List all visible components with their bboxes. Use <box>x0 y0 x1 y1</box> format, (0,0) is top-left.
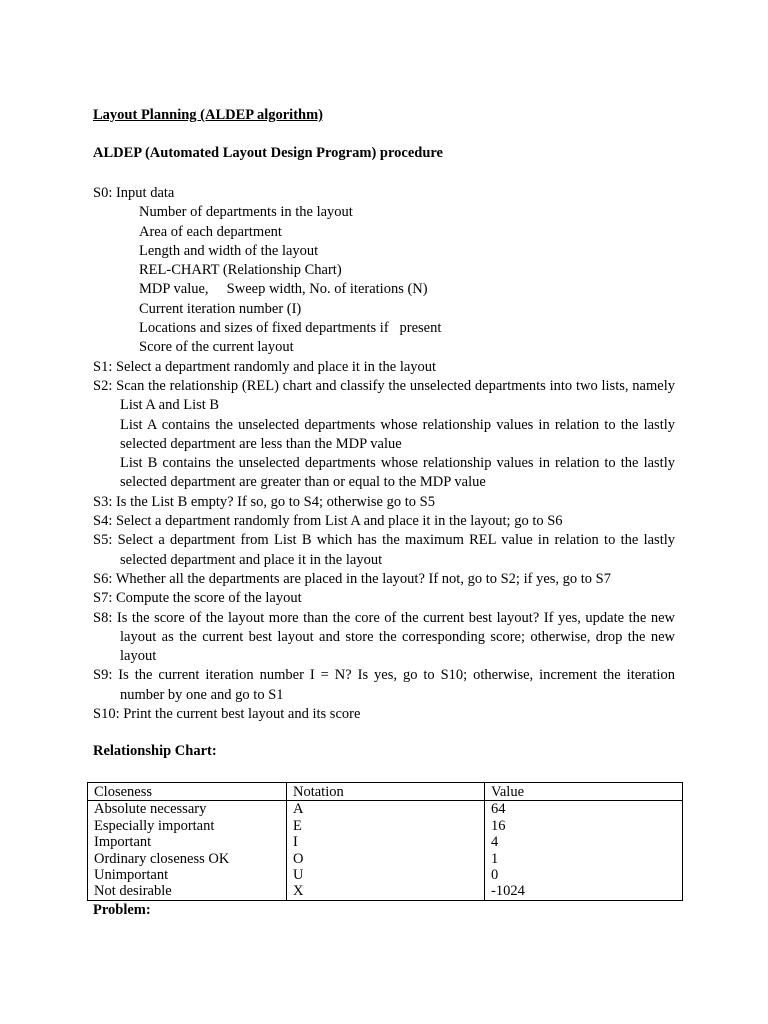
table-row <box>88 834 683 850</box>
notation-cell: U <box>287 867 485 883</box>
page-title: Layout Planning (ALDEP algorithm) <box>93 107 324 123</box>
closeness-cell: Unimportant <box>88 867 287 883</box>
table-row <box>88 818 683 834</box>
input-item: Number of departments in the layout <box>139 204 353 221</box>
step-s2-list-b: List B contains the unselected departments whose relationship values in relation to the lastly selected department are greater than or equal to the MDP value <box>120 455 675 491</box>
input-item: Area of each department <box>139 223 282 240</box>
value-cell: 1 <box>485 851 683 867</box>
table-row <box>88 851 683 867</box>
value-cell: 64 <box>485 801 683 818</box>
notation-cell: E <box>287 818 485 834</box>
input-item: Score of the current layout <box>139 339 294 356</box>
step-s5: S5: Select a department from List B which has the maximum REL value in relation to the lastly selected department and place it in the layout <box>93 532 675 568</box>
column-header: Closeness <box>88 783 287 801</box>
step-s0: S0: Input data <box>93 185 175 201</box>
column-header: Notation <box>287 783 485 801</box>
closeness-cell: Absolute necessary <box>88 801 287 818</box>
input-item: MDP value, Sweep width, No. of iterations (N) <box>139 281 428 298</box>
step-s10: S10: Print the current best layout and its score <box>93 706 361 723</box>
input-item: Current iteration number (I) <box>139 300 302 317</box>
relationship-chart-heading: Relationship Chart: <box>93 743 217 759</box>
relationship-chart-table <box>87 782 683 901</box>
value-cell: 16 <box>485 818 683 834</box>
closeness-cell: Not desirable <box>88 883 287 900</box>
step-s2: S2: Scan the relationship (REL) chart and classify the unselected departments into two lists, namely List A and List B <box>93 377 675 414</box>
step-s2-list-a: List A contains the unselected departments whose relationship values in relation to the lastly selected department are less than the MDP value <box>120 416 675 452</box>
step-s9: S9: Is the current iteration number I = N? Is yes, go to S10; otherwise, increment the iteration number by one and go to S1 <box>93 667 675 703</box>
closeness-cell: Ordinary closeness OK <box>88 851 287 867</box>
step-s3: S3: Is the List B empty? If so, go to S4; otherwise go to S5 <box>93 493 435 510</box>
closeness-cell: Especially important <box>88 818 287 834</box>
table-row <box>88 883 683 900</box>
column-header: Value <box>485 783 683 801</box>
notation-cell: O <box>287 851 485 867</box>
table-header-row <box>88 783 683 801</box>
notation-cell: X <box>287 883 485 900</box>
input-item: Locations and sizes of fixed departments if present <box>139 320 442 337</box>
notation-cell: I <box>287 834 485 850</box>
table-row <box>88 801 683 818</box>
input-item: Length and width of the layout <box>139 242 319 259</box>
value-cell: -1024 <box>485 883 683 900</box>
step-s1: S1: Select a department randomly and place it in the layout <box>93 358 437 375</box>
procedure-heading: ALDEP (Automated Layout Design Program) procedure <box>93 145 443 161</box>
notation-cell: A <box>287 801 485 818</box>
closeness-cell: Important <box>88 834 287 850</box>
step-s8: S8: Is the score of the layout more than the core of the current best layout? If yes, update the new layout as the current best layout and store the corresponding score; otherwise, drop the new layout <box>93 609 675 665</box>
step-s6: S6: Whether all the departments are placed in the layout? If not, go to S2; if yes, go to S7 <box>93 570 611 587</box>
value-cell: 0 <box>485 867 683 883</box>
step-s7: S7: Compute the score of the layout <box>93 590 302 607</box>
input-item: REL-CHART (Relationship Chart) <box>139 262 342 279</box>
step-s4: S4: Select a department randomly from List A and place it in the layout; go to S6 <box>93 513 563 530</box>
value-cell: 4 <box>485 834 683 850</box>
table-row <box>88 867 683 883</box>
problem-heading: Problem: <box>93 902 151 918</box>
procedure-steps <box>93 184 675 724</box>
